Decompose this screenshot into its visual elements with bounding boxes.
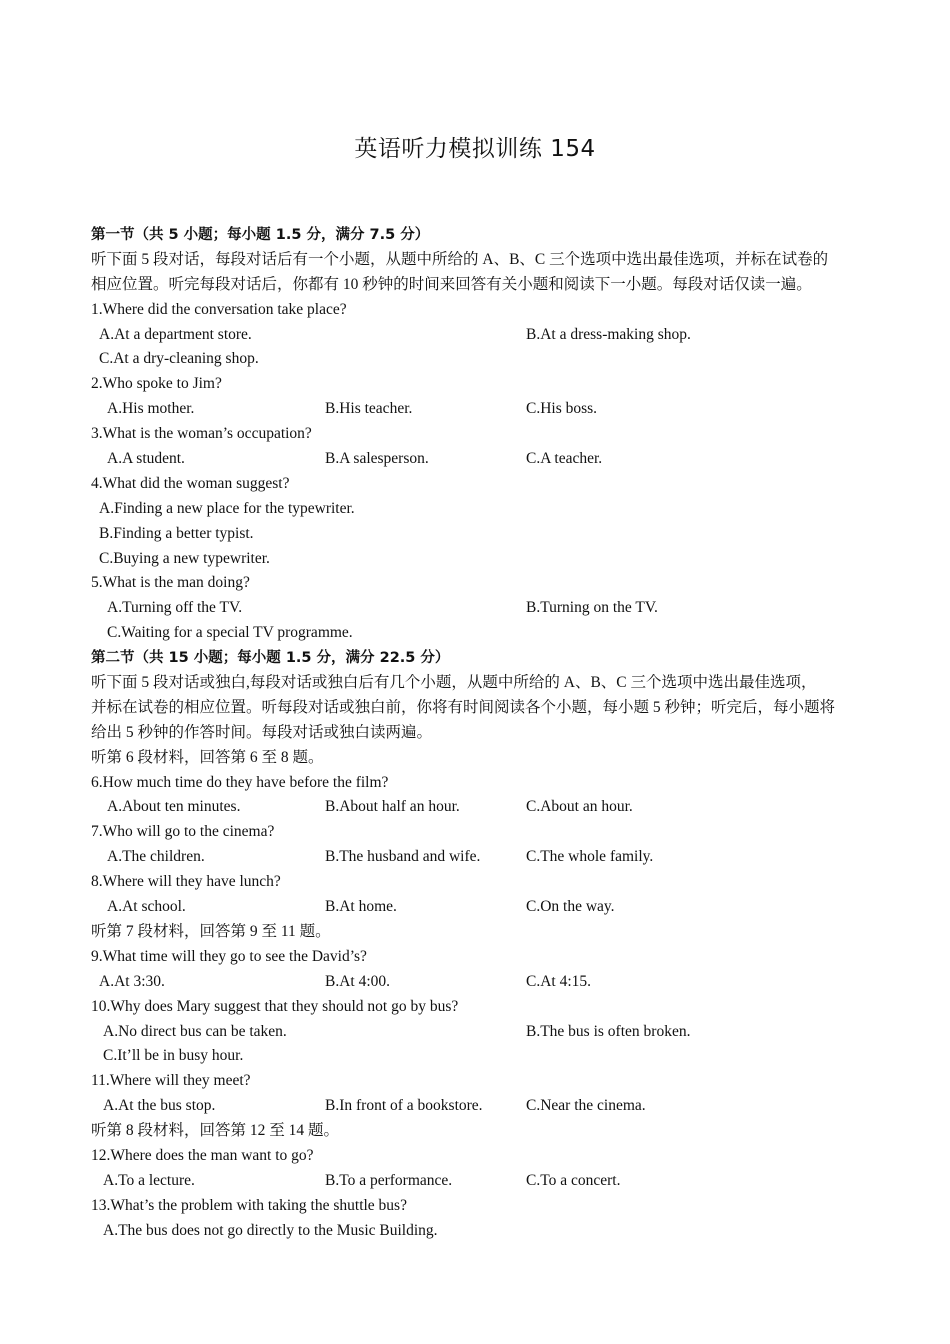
question-stem: 9.What time will they go to see the David’s? [91,947,367,965]
question-stem: 12.Where does the man want to go? [91,1146,314,1164]
option-row [91,497,866,522]
option-c: C.His boss. [526,400,598,418]
question-stem: 7.Who will go to the cinema? [91,823,275,841]
option-a: A.No direct bus can be taken. [103,1022,287,1040]
question-stem: 11.Where will they meet? [91,1072,251,1090]
section-1-heading: 第一节（共 5 小题；每小题 1.5 分，满分 7.5 分） [91,227,430,243]
option-a: A.About ten minutes. [107,798,241,816]
option-row [91,1169,866,1194]
option-row [91,895,866,920]
question-stem: 8.Where will they have lunch? [91,873,281,891]
option-b: B.The bus is often broken. [526,1022,691,1040]
option-b: B.At 4:00. [325,972,391,990]
question-stem: 3.What is the woman’s occupation? [91,425,312,443]
option-row [91,522,866,547]
option-c: C.On the way. [526,898,615,916]
question-stem: 2.Who spoke to Jim? [91,375,222,393]
question-stem: 6.How much time do they have before the film? [91,773,389,791]
option-a: A.The children. [107,848,205,866]
option-row [91,795,866,820]
option-row [91,323,866,348]
option-a: A.A student. [107,450,185,468]
option-row [91,845,866,870]
option-b: B.Finding a better typist. [99,524,254,542]
section-2-instruction: 并标在试卷的相应位置。听每段对话或独白前，你将有时间阅读各个小题，每小题 5 秒钟；听完后，每小题将 [91,698,836,716]
material-note: 听第 8 段材料，回答第 12 至 14 题。 [91,1122,340,1140]
option-row [91,1020,866,1045]
section-1-instruction: 听下面 5 段对话，每段对话后有一个小题，从题中所给的 A、B、C 三个选项中选出最佳选项，并标在试卷的 [91,250,829,268]
section-2-instruction: 听下面 5 段对话或独白,每段对话或独白后有几个小题，从题中所给的 A、B、C 三个选项中选出最佳选项， [91,674,817,692]
option-c: C.Buying a new typewriter. [99,549,270,567]
option-b: B.In front of a bookstore. [325,1097,483,1115]
option-b: B.About half an hour. [325,798,460,816]
page-title: 英语听力模拟训练 154 [354,136,596,162]
section-1-instruction: 相应位置。听完每段对话后，你都有 10 秒钟的时间来回答有关小题和阅读下一小题。每段对话仅读一遍。 [91,275,812,293]
option-a: A.At school. [107,898,186,916]
question-stem: 1.Where did the conversation take place? [91,300,347,318]
option-c: C.Waiting for a special TV programme. [107,624,353,642]
option-a: A.To a lecture. [103,1171,195,1189]
option-c: C.At 4:15. [526,972,592,990]
option-row [91,1094,866,1119]
option-c: C.The whole family. [526,848,654,866]
option-c: C.It’ll be in busy hour. [103,1047,244,1065]
option-row [91,397,866,422]
option-c: C.At a dry-cleaning shop. [99,350,259,368]
option-a: A.At a department store. [99,325,252,343]
option-c: C.A teacher. [526,450,603,468]
question-stem: 10.Why does Mary suggest that they should not go by bus? [91,997,459,1015]
option-row [91,596,866,621]
option-row [91,1219,866,1244]
question-stem: 4.What did the woman suggest? [91,474,290,492]
option-row [91,447,866,472]
option-row [91,1044,866,1069]
option-b: B.Turning on the TV. [526,599,658,617]
option-b: B.To a performance. [325,1171,453,1189]
option-b: B.At home. [325,898,397,916]
option-a: A.Finding a new place for the typewriter. [99,499,355,517]
option-b: B.At a dress-making shop. [526,325,691,343]
section-2-heading: 第二节（共 15 小题；每小题 1.5 分，满分 22.5 分） [91,650,450,667]
question-stem: 13.What’s the problem with taking the shuttle bus? [91,1196,407,1214]
option-row [91,970,866,995]
material-note: 听第 6 段材料，回答第 6 至 8 题。 [91,748,324,766]
option-c: C.To a concert. [526,1171,621,1189]
question-stem: 5.What is the man doing? [91,574,250,592]
option-a: A.At 3:30. [99,972,165,990]
option-a: A.At the bus stop. [103,1097,216,1115]
option-row [91,621,866,646]
document-body [91,223,866,1244]
option-a: A.The bus does not go directly to the Music Building. [103,1221,438,1239]
option-a: A.His mother. [107,400,195,418]
option-row [91,547,866,572]
option-b: B.The husband and wife. [325,848,481,866]
section-2-instruction: 给出 5 秒钟的作答时间。每段对话或独白读两遍。 [91,723,433,741]
option-a: A.Turning off the TV. [107,599,243,617]
option-row [91,347,866,372]
option-c: C.Near the cinema. [526,1097,646,1115]
option-c: C.About an hour. [526,798,633,816]
option-b: B.A salesperson. [325,450,429,468]
material-note: 听第 7 段材料，回答第 9 至 11 题。 [91,922,331,940]
option-b: B.His teacher. [325,400,413,418]
